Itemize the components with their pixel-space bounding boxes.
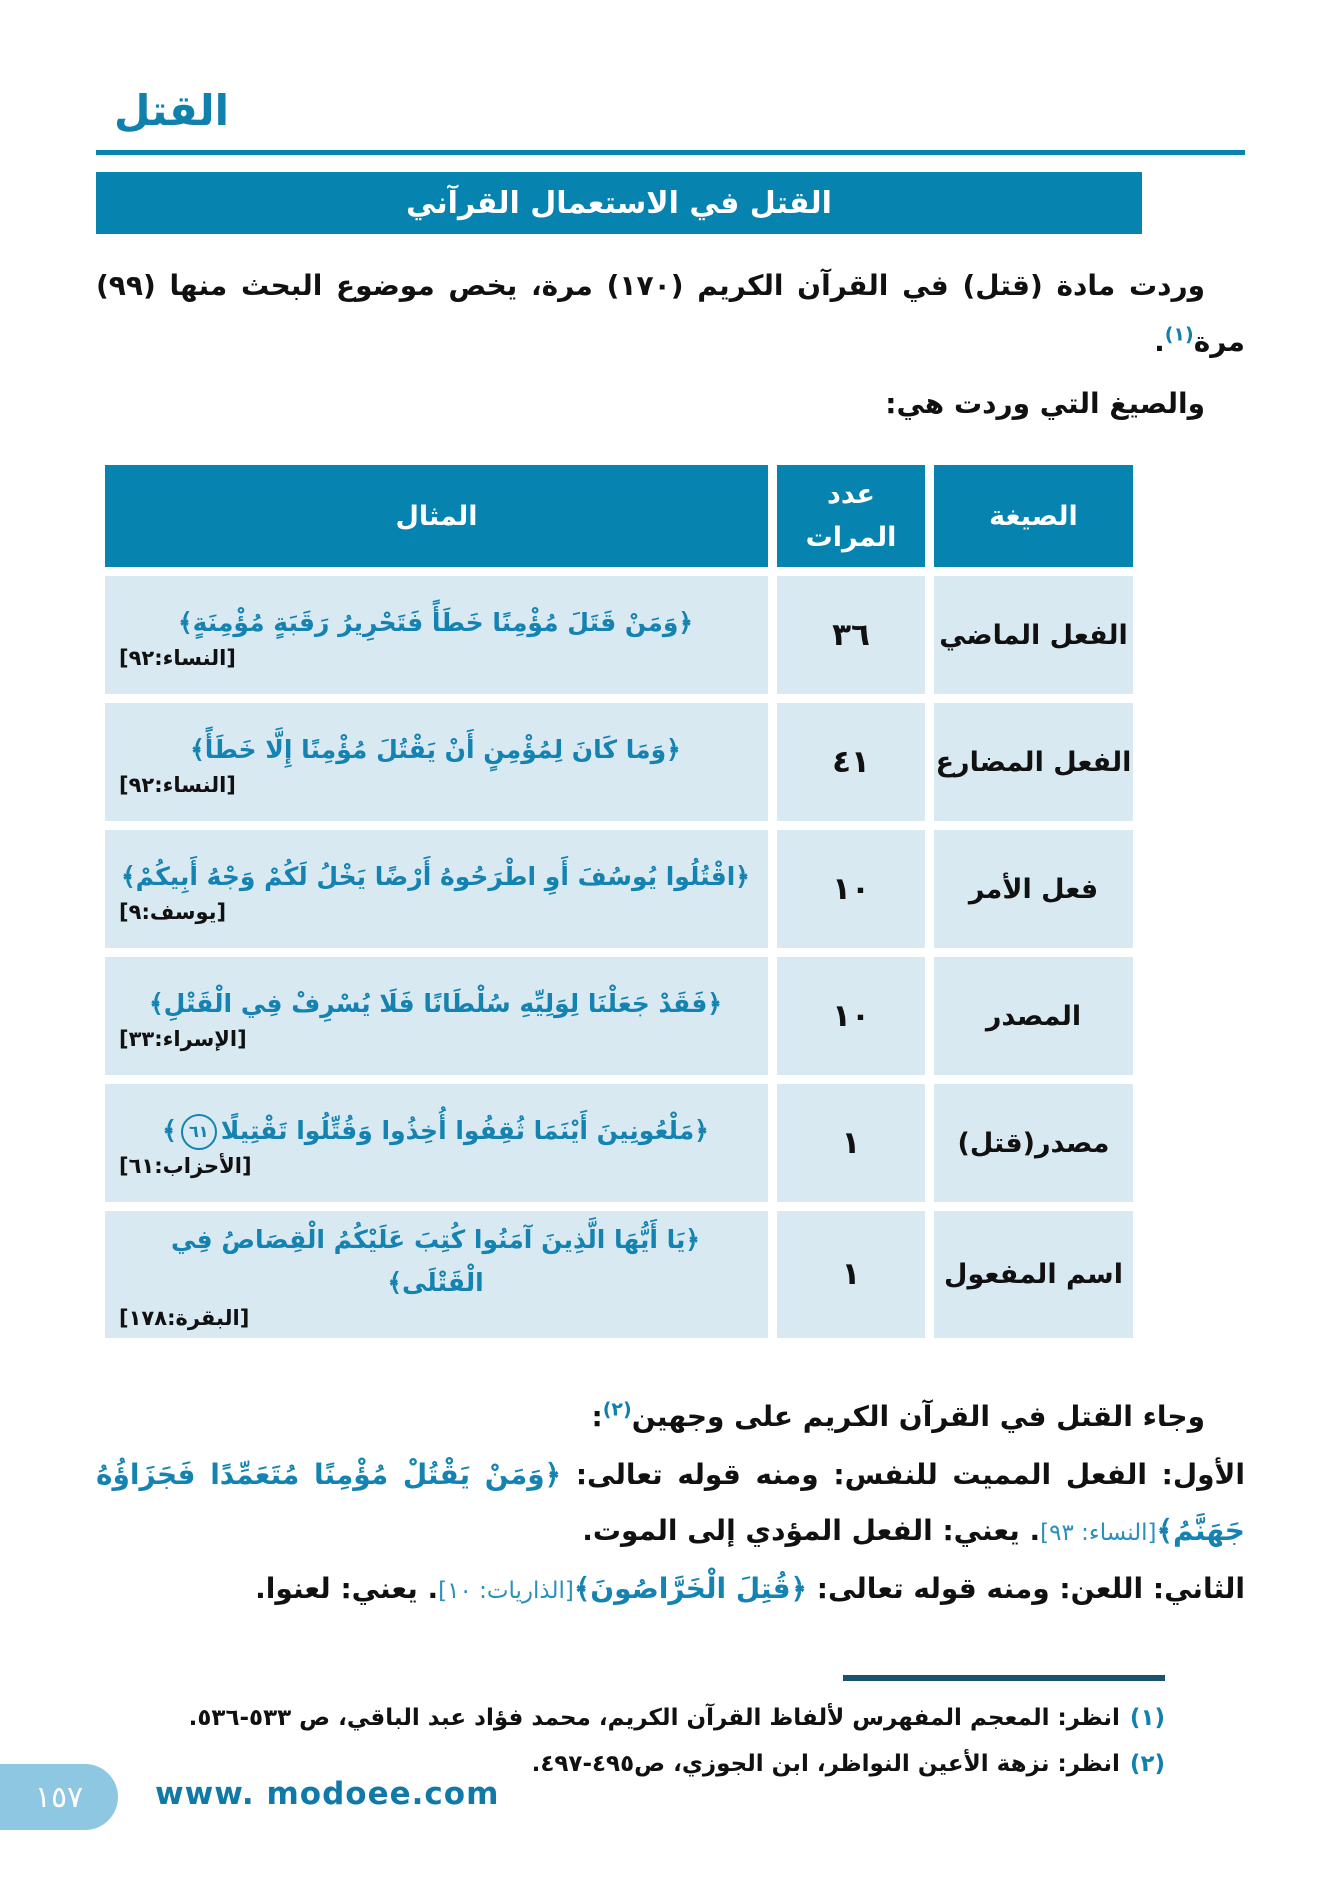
quran-verse: ﴿وَمَنْ قَتَلَ مُؤْمِنًا خَطَأً فَتَحْرِيرُ رَقَبَةٍ مُؤْمِنَةٍ﴾ xyxy=(177,607,694,637)
cell-example xyxy=(105,830,768,948)
table-row xyxy=(105,1211,1133,1337)
cell-form: اسم المفعول xyxy=(934,1211,1133,1337)
cell-count: ١٠ xyxy=(777,957,925,1075)
table-row xyxy=(105,1084,1133,1202)
cell-example xyxy=(105,1211,768,1337)
footnote-ref-1: (١) xyxy=(1164,324,1194,347)
quran-verse: ﴿وَمَا كَانَ لِمُؤْمِنٍ أَنْ يَقْتُلَ مُؤْمِنًا إِلَّا خَطَأً﴾ xyxy=(190,734,681,764)
verse-reference-inline: [الذاريات: ١٠] xyxy=(438,1577,574,1604)
quran-verse: ﴿مَلْعُونِينَ أَيْنَمَا ثُقِفُوا أُخِذُوا وَقُتِّلُوا تَقْتِيلًا٦١﴾ xyxy=(119,1110,752,1153)
verse-reference: [البقرة:١٧٨] xyxy=(119,1306,250,1331)
quran-verse: ﴿فَقَدْ جَعَلْنَا لِوَلِيِّهِ سُلْطَانًا فَلَا يُسْرِفْ فِي الْقَتْلِ﴾ xyxy=(149,988,722,1018)
two-ways-intro: وجاء القتل في القرآن الكريم على وجهين$^{(٢)}$: xyxy=(591,1398,1205,1433)
second-way-paragraph xyxy=(96,1561,1245,1617)
table-row xyxy=(105,576,1133,694)
second-way-tail: . يعني: لعنوا. xyxy=(255,1571,439,1605)
footnote-1-marker: (١) xyxy=(1129,1704,1165,1731)
intro-period: . xyxy=(1154,325,1165,359)
cell-form: الفعل المضارع xyxy=(934,703,1133,821)
column-header-form: الصيغة xyxy=(934,465,1133,567)
table-row xyxy=(105,830,1133,948)
cell-example xyxy=(105,576,768,694)
quran-verse: ﴿يَا أَيُّهَا الَّذِينَ آمَنُوا كُتِبَ عَلَيْكُمُ الْقِصَاصُ فِي الْقَتْلَى﴾ xyxy=(170,1225,701,1297)
footnote-2-marker: (٢) xyxy=(1129,1750,1165,1777)
table-row xyxy=(105,957,1133,1075)
first-way-lead: الأول: الفعل المميت للنفس: ومنه قوله تعالى: xyxy=(561,1457,1246,1491)
cell-form: مصدر(قتل) xyxy=(934,1084,1133,1202)
footnote-ref-2: (٢) xyxy=(602,1398,632,1421)
page-content xyxy=(96,0,1245,1787)
quran-verse: ﴿اقْتُلُوا يُوسُفَ أَوِ اطْرَحُوهُ أَرْضًا يَخْلُ لَكُمْ وَجْهُ أَبِيكُمْ﴾ xyxy=(121,861,750,891)
cell-count: ٤١ xyxy=(777,703,925,821)
page-number: ١٥٧ xyxy=(34,1779,84,1815)
verse-reference: [الإسراء:٣٣] xyxy=(119,1027,247,1052)
section-banner-title: القتل في الاستعمال القرآني xyxy=(406,185,832,221)
footnote-1 xyxy=(96,1695,1165,1741)
verse-reference: [يوسف:٩] xyxy=(119,900,227,925)
cell-count: ١٠ xyxy=(777,830,925,948)
forms-table xyxy=(96,456,1142,1346)
intro-paragraph xyxy=(96,258,1245,370)
table-header-row xyxy=(105,465,1133,567)
cell-form: الفعل الماضي xyxy=(934,576,1133,694)
second-way-lead: الثاني: اللعن: ومنه قوله تعالى: xyxy=(807,1571,1245,1605)
footnote-1-text: انظر: المعجم المفهرس لألفاظ القرآن الكريم، محمد فؤاد عبد الباقي، ص ٥٣٣-٥٣٦. xyxy=(188,1704,1120,1731)
table-lead-in: والصيغ التي وردت هي: xyxy=(885,387,1205,421)
table-row xyxy=(105,703,1133,821)
website-link[interactable]: www. modoee.com xyxy=(155,1776,500,1812)
verse-reference: [النساء:٩٢] xyxy=(119,773,236,798)
column-header-example: المثال xyxy=(105,465,768,567)
cell-example xyxy=(105,1084,768,1202)
cell-example xyxy=(105,957,768,1075)
footnotes-section xyxy=(96,1675,1245,1787)
first-way-tail: . يعني: الفعل المؤدي إلى الموت. xyxy=(582,1513,1041,1547)
cell-count: ٣٦ xyxy=(777,576,925,694)
running-header-chapter-title: القتل xyxy=(114,86,230,135)
cell-form: فعل الأمر xyxy=(934,830,1133,948)
header-rule xyxy=(96,150,1245,155)
cell-count: ١ xyxy=(777,1084,925,1202)
footnote-separator-rule xyxy=(843,1675,1165,1681)
intro-text: وردت مادة (قتل) في القرآن الكريم (١٧٠) مرة، يخص موضوع البحث منها (٩٩) مرة xyxy=(96,269,1245,359)
page-number-pill xyxy=(0,1764,118,1830)
verse-reference: [الأحزاب:٦١] xyxy=(119,1154,252,1179)
cell-count: ١ xyxy=(777,1211,925,1337)
quran-verse-inline: ﴿وَمَنْ يَقْتُلْ مُؤْمِنًا مُتَعَمِّدًا فَجَزَاؤُهُ جَهَنَّمُ﴾ xyxy=(96,1457,1245,1547)
footnote-2-text: انظر: نزهة الأعين النواظر، ابن الجوزي، ص٤٩٥-٤٩٧. xyxy=(531,1750,1120,1777)
section-banner xyxy=(96,172,1142,234)
column-header-count-label: عدد المرات xyxy=(805,479,897,554)
first-way-paragraph xyxy=(96,1447,1245,1559)
cell-example xyxy=(105,703,768,821)
cell-form: المصدر xyxy=(934,957,1133,1075)
ayah-number-ornament: ٦١ xyxy=(181,1114,217,1150)
verse-reference: [النساء:٩٢] xyxy=(119,646,236,671)
verse-reference-inline: [النساء: ٩٣] xyxy=(1040,1519,1157,1546)
quran-verse-inline: ﴿قُتِلَ الْخَرَّاصُونَ﴾ xyxy=(573,1571,808,1605)
column-header-count xyxy=(777,465,925,567)
